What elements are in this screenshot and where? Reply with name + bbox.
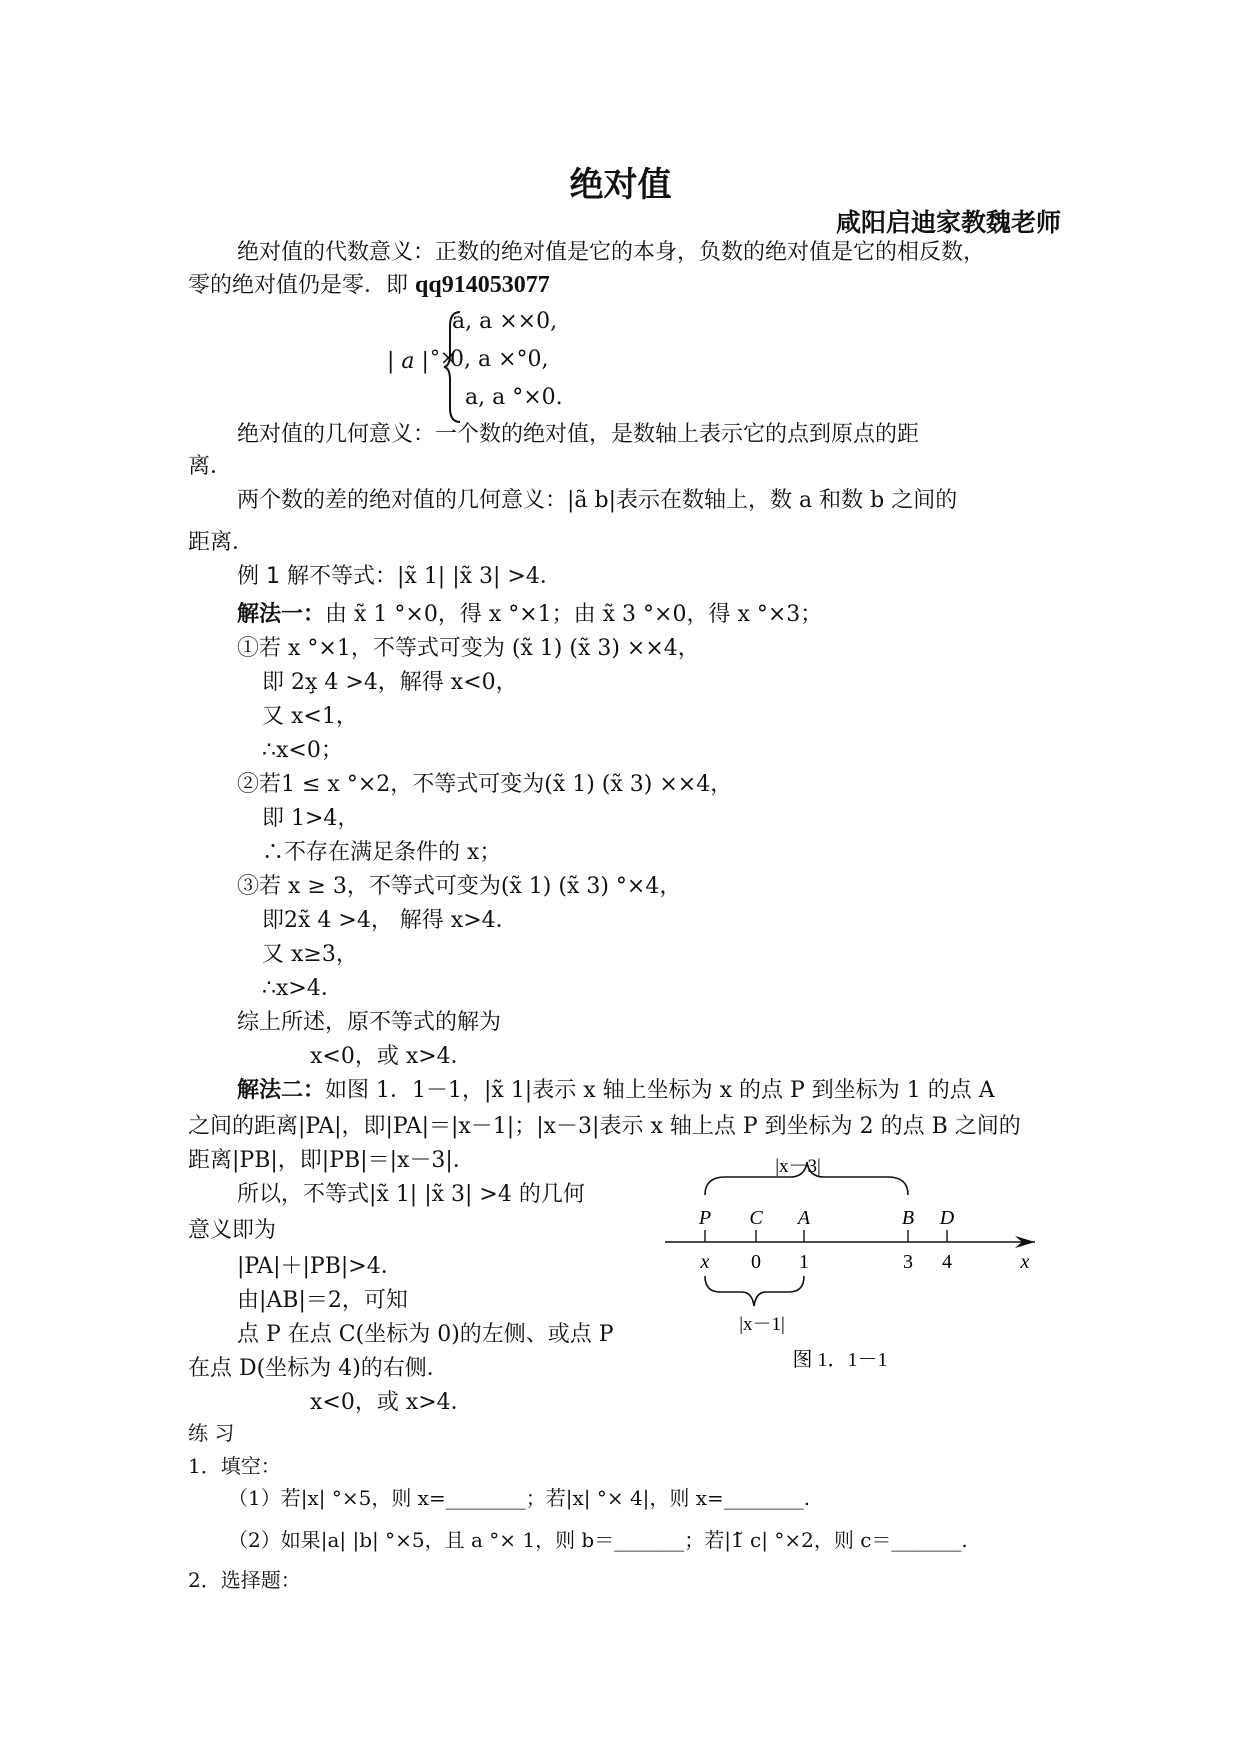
number-line-figure	[650, 1150, 1060, 1390]
example-text: 解不等式：|x̃ 1| |x̃ 3| >4．	[287, 564, 562, 589]
point-label-P: P	[698, 1207, 712, 1229]
method2-label: 解法二：	[237, 1078, 326, 1103]
method2-result: x<0，或 x>4．	[310, 1390, 473, 1415]
difference-meaning-text: ：|ã b|表示在数轴上，数 a 和数 b 之间的	[545, 488, 958, 513]
method2-line5: 意义即为	[188, 1218, 277, 1243]
method2-line6: |PA|＋|PB|>4．	[237, 1254, 403, 1279]
method1-line1	[237, 600, 822, 630]
bottom-brace	[705, 1276, 804, 1306]
geometric-meaning-line1	[237, 420, 919, 450]
piecewise-case2: 0, a ×°0,	[450, 347, 549, 372]
method1-summary: 综上所述，原不等式的解为	[237, 1010, 502, 1035]
piecewise-lhs: | a |	[387, 349, 429, 374]
example-label: 例 1	[237, 564, 280, 589]
method1-step: 又 x<1，	[262, 704, 358, 729]
algebraic-meaning-line2	[188, 270, 550, 301]
difference-meaning-label: 两个数的差的绝对值的几何意义	[237, 488, 546, 513]
piecewise-case1: a, a ××0,	[452, 309, 558, 334]
example-line	[237, 562, 562, 592]
geometric-meaning-text: ：一个数的绝对值，是数轴上表示它的点到原点的距	[413, 422, 920, 447]
exercise-q1: 1．填空：	[188, 1454, 281, 1478]
method1-step: 又 x≥3，	[262, 942, 358, 967]
difference-meaning-line2: 距离．	[188, 530, 255, 555]
method2-line1	[237, 1076, 995, 1106]
exercise-q1a: （1）若|x| °×5，则 x=________；若|x| °× 4|，则 x=________.	[228, 1486, 811, 1510]
method1-step: ②若1 ≤ x °×2，不等式可变为(x̃ 1) (x̃ 3) ××4，	[237, 772, 733, 797]
method1-text: 由 x̃ 1 °×0，得 x °×1；由 x̃ 3 °×0，得 x °×3；	[325, 602, 823, 627]
piecewise-garble: °×	[430, 345, 457, 369]
point-label-D: D	[939, 1207, 955, 1229]
method1-step: ③若 x ≥ 3，不等式可变为(x̃ 1) (x̃ 3) °×4，	[237, 874, 682, 899]
axis-label: x	[1020, 1251, 1030, 1273]
point-label-C: C	[749, 1207, 763, 1229]
algebraic-meaning-line1	[237, 238, 985, 268]
method2-line2: 之间的距离|PA|，即|PA|＝|x－1|；|x－3|表示 x 轴上点 P 到坐标为 2 的点 B 之间的	[188, 1114, 1021, 1139]
figure-caption: 图 1．1－1	[792, 1349, 888, 1371]
method1-step: ①若 x °×1，不等式可变为 (x̃ 1) (x̃ 3) ××4，	[237, 636, 700, 661]
method1-label: 解法一：	[237, 602, 326, 627]
method1-step: 即 2x̧ 4 >4，解得 x<0，	[262, 670, 518, 695]
method1-step: ∴不存在满足条件的 x；	[262, 840, 502, 865]
algebraic-meaning-text: ：正数的绝对值是它的本身，负数的绝对值是它的相反数，	[413, 240, 986, 265]
tick-label-4: 4	[942, 1251, 952, 1273]
method2-line8: 点 P 在点 C(坐标为 0)的左侧、或点 P	[237, 1322, 614, 1347]
piecewise-case3: a, a °×0.	[465, 385, 563, 410]
method1-result: x<0，或 x>4．	[310, 1044, 473, 1069]
tick-label-x: x	[700, 1251, 710, 1273]
exercise-heading: 练 习	[188, 1421, 235, 1445]
method1-step: 即 1>4，	[262, 806, 360, 831]
method1-step: ∴x>4．	[262, 976, 343, 1001]
method1-step: ∴x<0；	[262, 738, 343, 763]
method2-line9: 在点 D(坐标为 4)的右侧．	[188, 1356, 449, 1381]
method1-step: 即2x̃ 4 >4， 解得 x>4．	[262, 908, 518, 933]
method2-text: 如图 1．1－1，|x̃ 1|表示 x 轴上坐标为 x 的点 P 到坐标为 1 的点 A	[325, 1078, 995, 1103]
geometric-meaning-label: 绝对值的几何意义	[237, 422, 414, 447]
qq-number: qq914053077	[415, 272, 550, 298]
difference-meaning-line1	[237, 486, 957, 516]
method2-line3: 距离|PB|，即|PB|＝|x－3|．	[188, 1148, 475, 1173]
point-label-B: B	[901, 1207, 915, 1229]
page-title: 绝对值	[569, 165, 672, 205]
point-label-A: A	[797, 1207, 811, 1229]
method2-line7: 由|AB|＝2，可知	[237, 1288, 408, 1313]
algebraic-meaning-text2: 零的绝对值仍是零．即	[188, 273, 409, 298]
exercise-q2: 2．选择题：	[188, 1568, 301, 1592]
exercise-q1b: （2）如果|a| |b| °×5，且 a °× 1，则 b＝_______；若|1̃ c| °×2，则 c＝_______.	[228, 1528, 968, 1552]
tick-label-1: 1	[799, 1251, 809, 1273]
author-line: 咸阳启迪家教魏老师	[835, 208, 1061, 237]
bottom-brace-label: |x－1|	[739, 1314, 785, 1335]
algebraic-meaning-label: 绝对值的代数意义	[237, 240, 414, 265]
geometric-meaning-line2: 离．	[188, 454, 233, 479]
top-brace-label: |x－3|	[775, 1156, 821, 1177]
tick-label-0: 0	[751, 1251, 761, 1273]
tick-label-3: 3	[903, 1251, 913, 1273]
method2-line4: 所以，不等式|x̃ 1| |x̃ 3| >4 的几何	[237, 1182, 585, 1207]
